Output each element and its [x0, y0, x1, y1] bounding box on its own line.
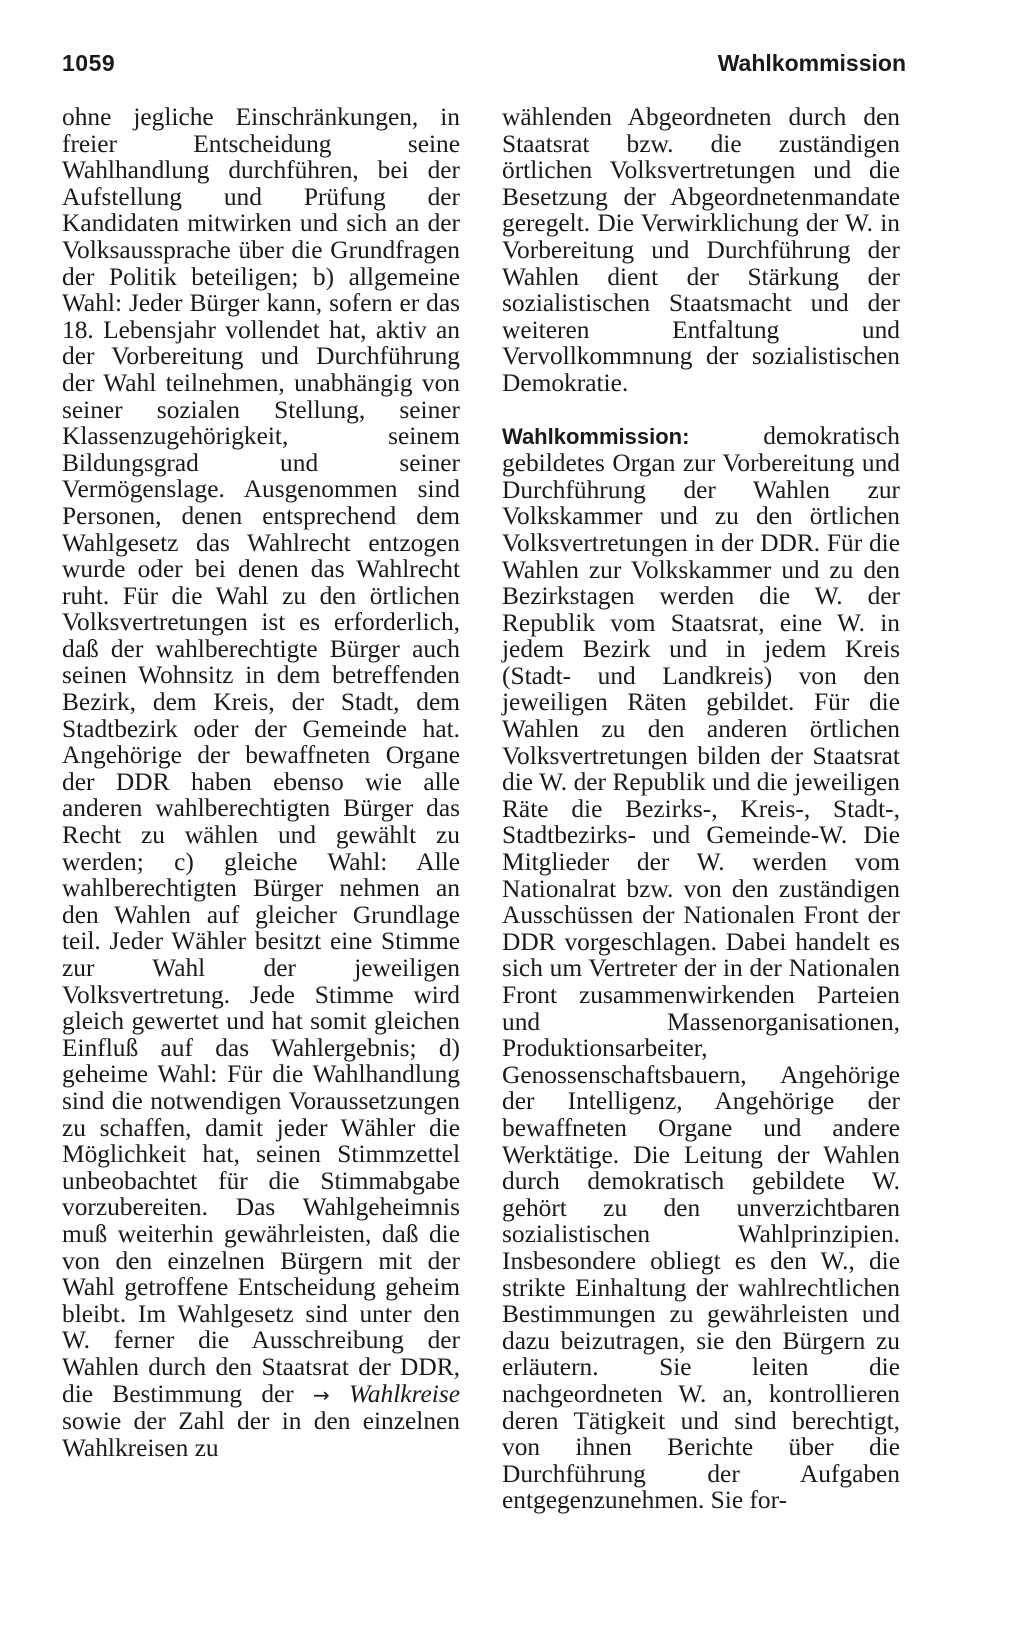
left-column [62, 104, 460, 1461]
cross-reference-arrow-icon: → [313, 1382, 330, 1407]
cross-reference-link[interactable]: Wahlkreise [349, 1379, 460, 1408]
page-number: 1059 [62, 50, 116, 76]
running-head: Wahlkommission [717, 50, 906, 76]
entry-text: demokratisch gebildetes Organ zur Vorbereitung und Durchführung der Wahlen zur Volkskammer und zu den örtlichen Volksvertretungen in der DDR. Für die Wahlen zur Volkskammer und zu den Bezirkstagen werden die W. der Republik vom Staatsrat, eine W. in jedem Bezirk und in jedem Kreis (Stadt- und Landkreis) von den jeweiligen Räten gebildet. Für die Wahlen zu den anderen örtlichen Volksvertretungen bilden der Staatsrat die W. der Republik und die jeweiligen Räte die Bezirks-, Kreis-, Stadt-, Stadtbezirks- und Gemeinde-W. Die Mitglieder der W. werden vom Nationalrat bzw. von den zuständigen Ausschüssen der Nationalen Front der DDR vorgeschlagen. Dabei handelt es sich um Vertreter der in der Nationalen Front zusammenwirkenden Parteien und Massenorganisationen, Produktionsarbeiter, Genossenschaftsbauern, Angehörige der Intelligenz, Angehörige der bewaffneten Organe und andere Werktätige. Die Leitung der Wahlen durch demokratisch gebildete W. gehört zu den unverzichtbaren sozialistischen Wahlprinzipien. Insbesondere obliegt es den W., die strikte Einhaltung der wahlrechtlichen Bestimmungen zu gewährleisten und dazu beizutragen, sie den Bürgern zu erläutern. Sie leiten die nachgeordneten W. an, kontrollieren deren Tätigkeit und sind berechtigt, von ihnen Berichte über die Durchführung der Aufgaben entgegenzunehmen. Sie for- [502, 421, 900, 1515]
dictionary-entry [502, 423, 900, 1514]
continuation-paragraph: wählenden Abgeordneten durch den Staatsrat bzw. die zuständigen örtlichen Volksvertretungen und die Besetzung der Abgeordnetenmandate geregelt. Die Verwirklichung der W. in Vorbereitung und Durchführung der Wahlen dient der Stärkung der sozialistischen Staatsmacht und der weiteren Entfaltung und Vervollkommnung der sozialistischen Demokratie. [502, 103, 900, 397]
right-column [502, 104, 900, 1514]
body-text: ohne jegliche Einschränkungen, in freier Entscheidung seine Wahlhandlung durchführen, bei der Aufstellung und Prüfung der Kandidaten mitwirken und sich an der Volksaussprache über die Grundfragen der Politik beteiligen; b) allgemeine Wahl: Jeder Bürger kann, sofern er das 18. Lebensjahr vollendet hat, aktiv an der Vorbereitung und Durchführung der Wahl teilnehmen, unabhängig von seiner sozialen Stellung, seiner Klassenzugehörigkeit, seinem Bildungsgrad und seiner Vermögenslage. Ausgenommen sind Personen, denen entsprechend dem Wahlgesetz das Wahlrecht entzogen wurde oder bei denen das Wahlrecht ruht. Für die Wahl zu den örtlichen Volksvertretungen ist es erforderlich, daß der wahlberechtigte Bürger auch seinen Wohnsitz in dem betreffenden Bezirk, dem Kreis, der Stadt, dem Stadtbezirk oder der Gemeinde hat. Angehörige der bewaffneten Organe der DDR haben ebenso wie alle anderen wahlberechtigten Bürger das Recht zu wählen und gewählt zu werden; c) gleiche Wahl: Alle wahlberechtigten Bürger nehmen an den Wahlen auf gleicher Grundlage teil. Jeder Wähler besitzt eine Stimme zur Wahl der jeweiligen Volksvertretung. Jede Stimme wird gleich gewertet und hat somit gleichen Einfluß auf das Wahlergebnis; d) geheime Wahl: Für die Wahlhandlung sind die notwendigen Voraussetzungen zu schaffen, damit jeder Wähler die Möglichkeit hat, seinen Stimmzettel unbeobachtet für die Stimmabgabe vorzubereiten. Das Wahlgeheimnis muß weiterhin gewährleisten, daß die von den einzelnen Bürgern mit der Wahl getroffene Entscheidung geheim bleibt. Im Wahlgesetz sind unter den W. ferner die Ausschreibung der Wahlen durch den Staatsrat der DDR, die Bestimmung der [62, 103, 460, 1408]
entry-headword: Wahlkommission: [502, 423, 690, 449]
body-text: sowie der Zahl der in den einzelnen Wahlkreisen zu [62, 1407, 460, 1462]
body-paragraph [62, 104, 460, 1461]
